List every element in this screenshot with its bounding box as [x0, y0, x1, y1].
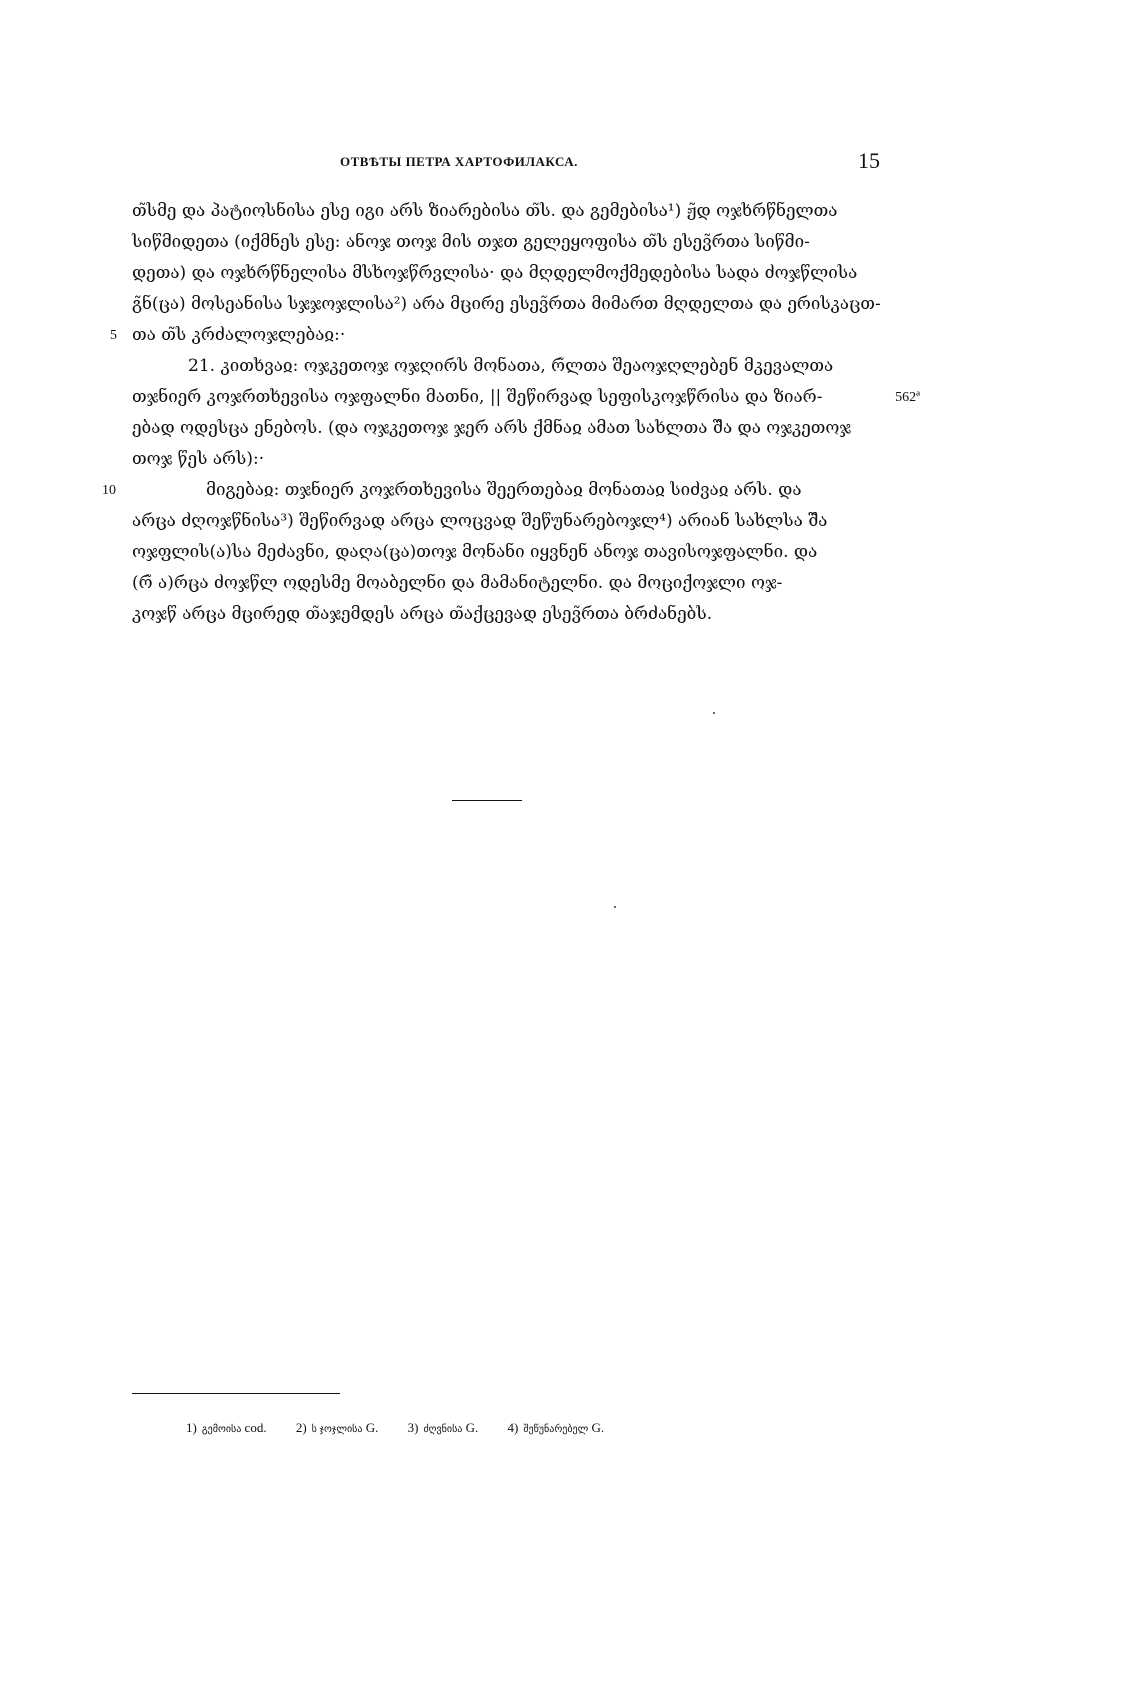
- footnote-source: G.: [465, 1420, 479, 1435]
- footnote: [408, 1420, 479, 1436]
- text-line: [132, 413, 880, 444]
- main-text: [102, 196, 920, 630]
- line-text: ებად ოდესცა ენებოს. (და ოჯკეთოჯ ჯერ არს ქმნაჲ ამათ სახლთა შ̃ა და ოჯკეთოჯ: [132, 418, 852, 438]
- footnote-variant: გემოისა: [201, 1424, 242, 1435]
- footnote-number: 1): [186, 1420, 197, 1435]
- footnote: [186, 1420, 267, 1436]
- text-line: [132, 444, 880, 475]
- line-text: სიწმიდეთა (იქმნეს ესე: ანოჯ თოჯ მის თჯთ გელეყოფისა თ̃ს ესევ̃რთა სიწმი-: [132, 232, 810, 252]
- text-line: [110, 320, 880, 351]
- footnote-number: 2): [295, 1420, 307, 1435]
- running-header: [340, 148, 880, 178]
- section-end-rule: [452, 800, 522, 801]
- line-text: გ̃ნ(ცა) მოსეანისა სჯჯოჯლისა²) არა მცირე ესევ̃რთა მიმართ მღდელთა და ერისკაცთ-: [132, 294, 881, 314]
- text-line: [102, 475, 880, 506]
- margin-reference: 562ª: [895, 390, 920, 405]
- line-text: დეთა) და ოჯხრწნელისა მსხოჯწრვლისა· და მღდელმოქმედებისა სადა ძოჯწლისა: [132, 263, 858, 283]
- text-line: [132, 351, 880, 382]
- footnote-rule: [132, 1393, 340, 1394]
- page-number: 15: [858, 148, 880, 173]
- line-text: თ̃სმე და პატიოსნისა ესე იგი არს ზიარებისა თ̃ს. და გემებისა¹) ჟ̃დ ოჯხრწნელთა: [132, 201, 838, 221]
- question-heading: 21. კითხვაჲ: ოჯკეთოჯ ოჯღირს მონათა, რ̃ლთა შეაოჯღლებენ მკევალთა: [188, 356, 834, 376]
- line-text: თჯნიერ კოჯრთხევისა ოჯფალნი მათნი, || შეწირვად სეფისკოჯწრისა და ზიარ-: [132, 387, 823, 407]
- footnote: [508, 1420, 605, 1436]
- footnote-source: G.: [365, 1420, 379, 1435]
- text-line: [132, 289, 880, 320]
- answer-heading: მიგებაჲ: თჯნიერ კოჯრთხევისა შეერთებაჲ მონათაჲ სიძვაჲ არს. და: [206, 480, 802, 500]
- print-speck: [614, 906, 616, 908]
- footnote: [296, 1420, 379, 1436]
- line-text: არცა ძღოჯწნისა³) შეწირვად არცა ლოცვად შეწუნარებოჯლ⁴) არიან სახლსა შ̃ა: [132, 511, 828, 531]
- footnote-source: cod.: [244, 1420, 267, 1435]
- text-line: [132, 506, 880, 537]
- text-line: [132, 568, 880, 599]
- text-line: [132, 382, 920, 413]
- line-number: 5: [110, 328, 117, 343]
- footnotes: [186, 1420, 886, 1436]
- footnote-variant: ძღვნისა: [423, 1424, 463, 1435]
- text-line: [132, 196, 880, 227]
- text-line: [132, 599, 880, 630]
- line-text: (რ̃ ა)რცა ძოჯწლ ოდესმე მოაბელნი და მამანიტელნი. და მოციქოჯლი ოჯ-: [132, 573, 783, 593]
- line-text: თა თ̃ს კრძალოჯლებაჲ:·: [132, 325, 346, 345]
- footnote-source: G.: [591, 1420, 605, 1435]
- line-text: თოჯ წეს არს):·: [132, 449, 265, 469]
- line-text: ოჯფლის(ა)სა მეძავნი, დაღა(ცა)თოჯ მონანი იყვნენ ანოჯ თავისოჯფალნი. და: [132, 542, 818, 562]
- text-line: [132, 227, 880, 258]
- line-text: კოჯწ არცა მცირედ თ̃აჯემდეს არცა თ̃აქცევად ესევ̃რთა ბრძანებს.: [132, 604, 713, 624]
- footnote-variant: ს ჯოჯლისა: [311, 1424, 363, 1435]
- text-line: [132, 258, 880, 289]
- footnote-variant: შეწუნარებელ: [523, 1424, 589, 1435]
- line-number: 10: [102, 483, 116, 498]
- footnote-number: 4): [507, 1420, 519, 1435]
- running-title: ОТВѢТЫ ПЕТРА ХАРТОФИЛАКСА.: [340, 154, 578, 169]
- footnote-number: 3): [407, 1420, 419, 1435]
- print-speck: [713, 712, 715, 714]
- text-line: [132, 537, 880, 568]
